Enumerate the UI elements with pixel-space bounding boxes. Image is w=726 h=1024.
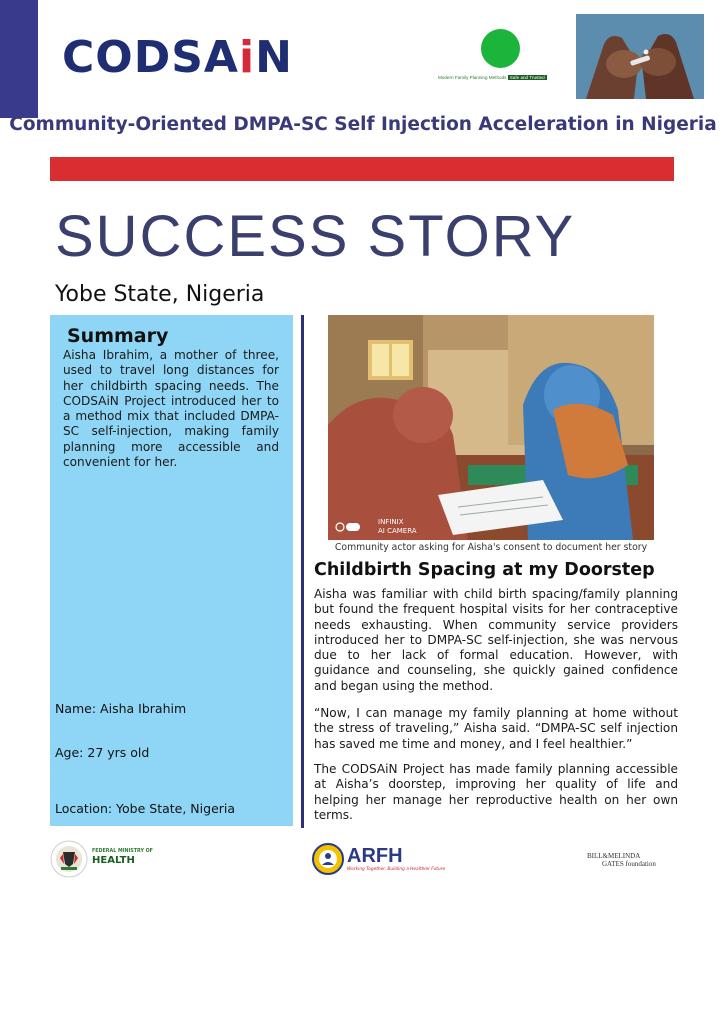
fact-name: Name: Aisha Ibrahim: [55, 701, 187, 716]
page-title: SUCCESS STORY: [55, 204, 576, 269]
hands-photo: [576, 14, 704, 99]
summary-heading: Summary: [67, 325, 169, 347]
arfh-logo-text: ARFH: [347, 845, 403, 867]
story-heading: Childbirth Spacing at my Doorstep: [314, 560, 655, 580]
gates-foundation-logo-line1: BILL&MELINDA: [587, 852, 641, 860]
fmoh-health-label: HEALTH: [92, 855, 135, 866]
photo-caption: Community actor asking for Aisha's consent to document her story: [334, 542, 648, 553]
side-accent-bar: [0, 0, 38, 118]
codsain-logo: CODSAiN: [62, 32, 293, 83]
partner-tagline: Modern Family Planning Methods Safe and Trusted: [438, 75, 545, 80]
camera-watermark-2: AI CAMERA: [378, 527, 417, 535]
red-divider-band: [50, 157, 674, 181]
gates-foundation-logo-line2: GATES foundation: [602, 860, 656, 868]
story-paragraph-1: Aisha was familiar with child birth spacing/family planning but found the frequent hospital visits for her contraceptive needs exhausting. When community service providers introduced her to DMPA-SC self-injection, she was nervous due to her lack of formal education. However, with guidance and counseling, she quickly gained confidence and began using the method.: [314, 587, 678, 693]
location-heading: Yobe State, Nigeria: [55, 282, 265, 307]
summary-text: Aisha Ibrahim, a mother of three, used to travel long distances for her childbirth spacing needs. The CODSAiN Project introduced her to a method mix that included DMPA-SC self-injection, making family planning more accessible and convenient for her.: [63, 348, 279, 470]
column-divider: [301, 315, 304, 828]
partner-logo-icon: [481, 29, 520, 68]
project-title: Community-Oriented DMPA-SC Self Injection Acceleration in Nigeria: [9, 114, 717, 135]
fact-location: Location: Yobe State, Nigeria: [55, 801, 236, 816]
camera-watermark-1: INFINIX: [378, 518, 404, 526]
story-photo: [328, 315, 654, 540]
story-paragraph-3: The CODSAiN Project has made family planning accessible at Aisha’s doorstep, improving her quality of life and helping her manage her reproductive health on her own terms.: [314, 762, 678, 822]
fact-age: Age: 27 yrs old: [55, 745, 150, 760]
story-paragraph-2: “Now, I can manage my family planning at home without the stress of traveling,” Aisha said. “DMPA-SC self injection has saved me time and money, and I feel healthier.”: [314, 706, 678, 751]
fmoh-label: FEDERAL MINISTRY OF: [92, 849, 153, 854]
coat-of-arms-icon: [50, 840, 88, 878]
arfh-seal-icon: [312, 843, 344, 875]
arfh-tagline: Working Together, Building a Healthier Future: [347, 867, 446, 872]
